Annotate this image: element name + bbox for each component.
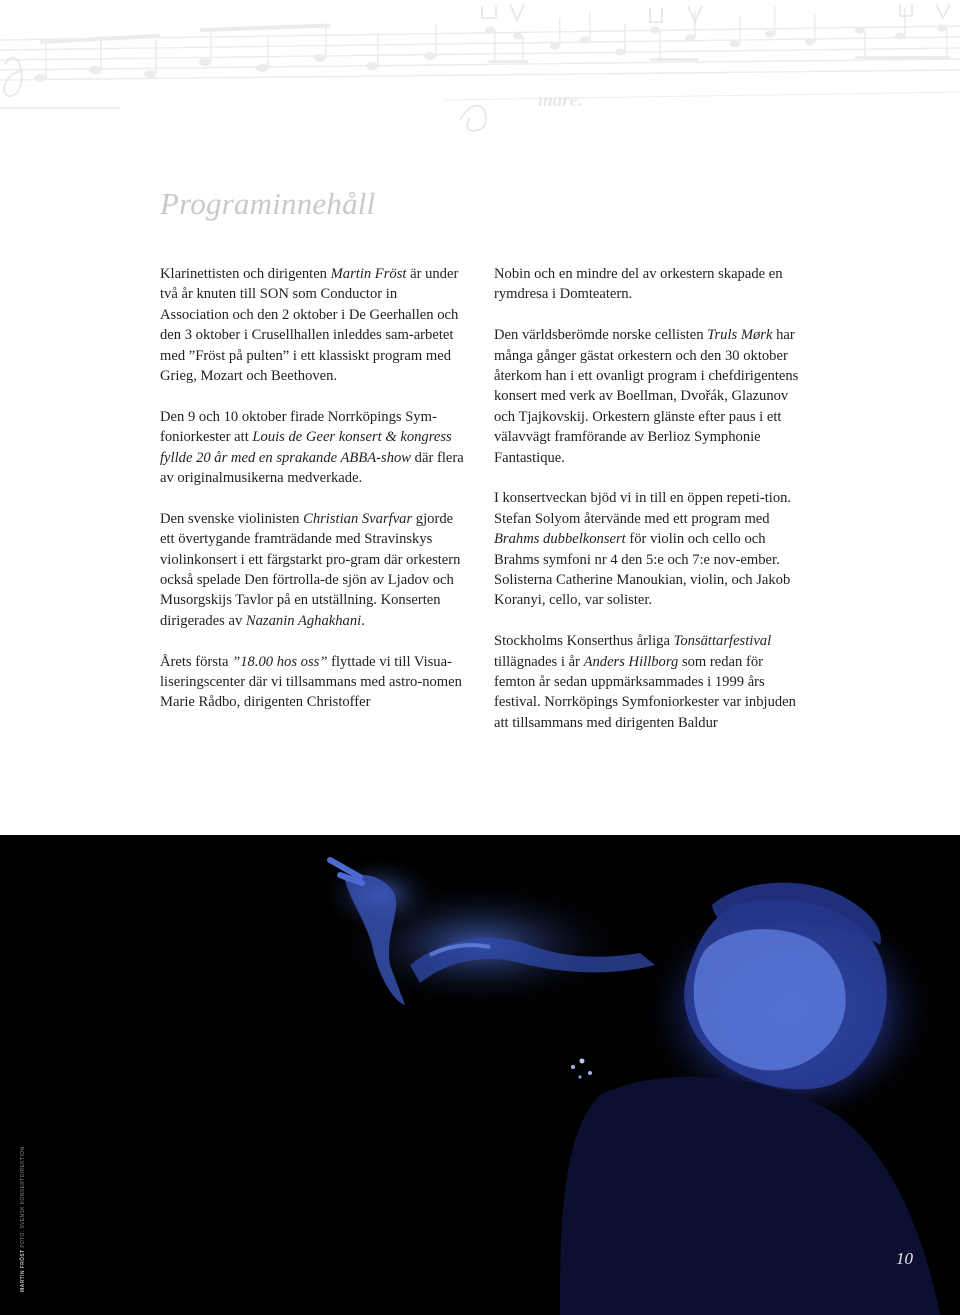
text-run: som redan för femton år sedan uppmärksammades i 1999 års festival. Norrköpings Symfoniorkester var inbjuden att tillsammans med dirigenten Baldur xyxy=(494,653,796,731)
text-run: gjorde ett övertygande framträdande med Stravinskys violinkonsert i ett färgstarkt pro-gram där orkestern också spelade Den förtrolla-de sjön av Ljadov och Musorgskijs Tavlor på en utställning. Konserten dirigerades av xyxy=(160,510,461,629)
paragraph-christian-svarfvar xyxy=(160,509,468,631)
score-marking: mare. xyxy=(538,90,583,111)
right-column xyxy=(494,264,802,733)
paragraph-1800-hos-oss xyxy=(160,652,468,713)
text-run: Den svenske violinisten xyxy=(160,510,304,527)
name-truls-mork: Truls Mørk xyxy=(707,327,773,344)
paragraph-abba-show xyxy=(160,407,468,489)
event-tonsattarfestival: Tonsättarfestival xyxy=(673,633,772,650)
music-score-header xyxy=(0,0,960,150)
text-run: I konsertveckan bjöd vi in till en öppen repeti-tion. Stefan Solyom återvände med ett program med xyxy=(494,490,792,527)
left-column xyxy=(160,264,468,713)
text-run: flyttade vi till Visua-liseringscenter där vi tillsammans med astro-nomen Marie Rådbo, dirigenten Christoffer xyxy=(160,653,462,711)
page-title: Programinnehåll xyxy=(160,186,376,221)
text-run: Nobin och en mindre del av orkestern skapade en rymdresa i Domteatern. xyxy=(494,266,783,303)
paragraph-tonsattarfestival xyxy=(494,631,802,733)
work-brahms-dubbelkonsert: Brahms dubbelkonsert xyxy=(494,531,626,548)
text-run: där flera av originalmusikerna medverkade. xyxy=(160,449,464,487)
page-number: 10 xyxy=(896,1249,913,1268)
text-run: Den världsberömde norske cellisten xyxy=(494,327,708,344)
paragraph-brahms xyxy=(494,488,802,610)
credit-name: MARTIN FRÖST xyxy=(20,1249,26,1292)
paragraph-martin-frost xyxy=(160,264,468,386)
text-run: Stockholms Konserthus årliga xyxy=(494,633,674,650)
paragraph-nobin xyxy=(494,264,802,305)
text-run: har många gånger gästat orkestern och den 30 oktober återkom han i ett ovanligt program i chefdirigentens konsert med verk av Boellman, Dvořák, Glazunov och Tjajkovskij. Orkestern glänste efter paus i ett välavvägt framförande av Berlioz Symphonie Fantastique. xyxy=(494,327,799,466)
text-run: . xyxy=(361,612,365,629)
name-martin-frost: Martin Fröst xyxy=(330,266,407,282)
event-1800-hos-oss: ”18.00 hos oss” xyxy=(232,653,328,670)
name-christian-svarfvar: Christian Svarfvar xyxy=(303,510,413,527)
conductor-photo xyxy=(0,835,960,1315)
text-run: Den 9 och 10 oktober firade Norrköpings Sym-foniorkester att xyxy=(160,408,437,446)
credit-text: FOTO: SVENSK KONSERTDIREKTION xyxy=(20,1146,26,1250)
text-run: för violin och cello och Brahms symfoni nr 4 den 5:e och 7:e nov-ember. Solisterna Catherine Manoukian, violin, och Jakob Koranyi, cello, var solister. xyxy=(494,531,791,609)
photo-credit xyxy=(20,1146,26,1292)
text-run: Klarinettisten och dirigenten xyxy=(160,266,331,282)
event-louis-de-geer: Louis de Geer konsert & kongress fyllde 20 år med en sprakande ABBA-show xyxy=(160,429,452,466)
paragraph-truls-mork xyxy=(494,325,802,468)
text-run: är under två år knuten till SON som Conductor in Association och den 2 oktober i De Geerhallen och den 3 oktober i Crusellhallen inleddes sam-arbetet med ”Fröst på pulten” i ett klassiskt program med Grieg, Mozart och Beethoven. xyxy=(160,266,459,385)
name-anders-hillborg: Anders Hillborg xyxy=(583,653,679,670)
text-run: Årets första xyxy=(160,653,233,670)
text-run: tillägnades i år xyxy=(494,653,584,670)
name-nazanin-aghakhani: Nazanin Aghakhani xyxy=(245,612,362,629)
